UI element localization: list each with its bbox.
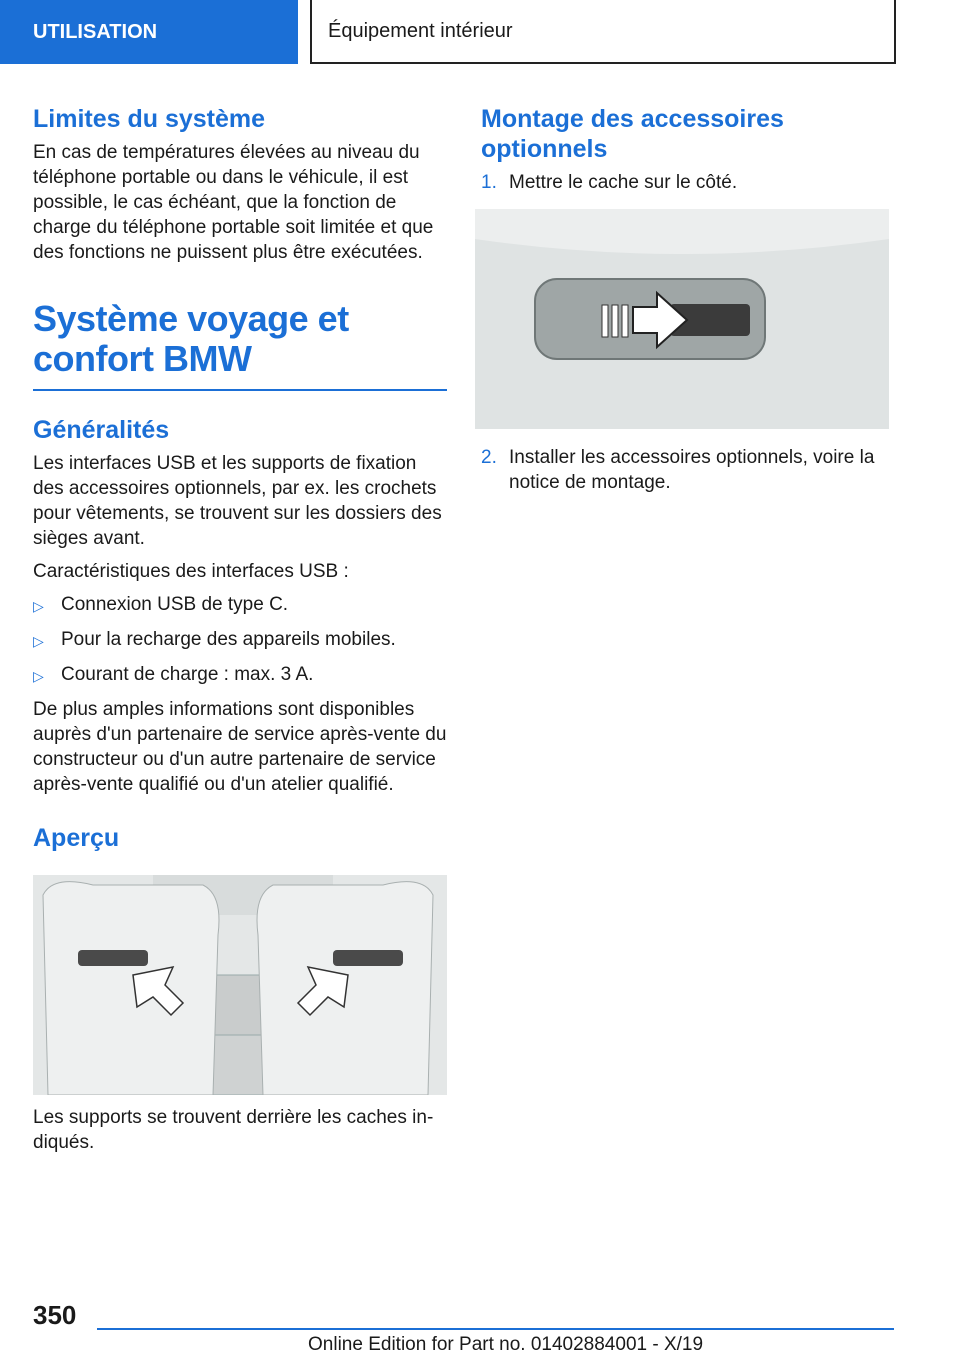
section-label: UTILISATION — [33, 20, 158, 43]
limits-text: En cas de températures élevées au niveau du téléphone portable ou dans le véhicule, il est possible, le cas échéant, que la fonction de charge du téléphone portable soit limitée et que des fonctions ne puissent plus être exécutées. — [33, 142, 434, 263]
cover-illustration — [475, 209, 889, 429]
section-tab[interactable] — [0, 0, 298, 64]
triangle-bullet-icon: ▷ — [33, 633, 44, 649]
list-item: ▷ Connexion USB de type C. — [33, 592, 447, 619]
right-column — [481, 104, 891, 503]
overview-caption: Les supports se trouvent derrière les caches indiqués. — [33, 1107, 434, 1153]
step-item: 1. Mettre le cache sur le côté. — [481, 172, 738, 193]
main-heading: Système voyage et confort BMW — [33, 298, 349, 379]
steps-list-2 — [481, 445, 891, 495]
general-heading: Généralités — [33, 416, 170, 444]
limits-heading: Limites du système — [33, 105, 266, 133]
footer-rule — [97, 1328, 894, 1330]
left-column — [33, 104, 447, 1163]
mount-heading: Montage des accessoires optionnels — [481, 105, 784, 163]
steps-list — [481, 170, 891, 195]
general-text: Les interfaces USB et les supports de fixation des accessoires optionnels, par ex. les crochets pour vêtements, se trouvent sur les dossiers des sièges avant. — [33, 453, 442, 549]
list-item: ▷ Pour la recharge des appareils mobiles. — [33, 627, 447, 654]
triangle-bullet-icon: ▷ — [33, 598, 44, 614]
edition-text: Online Edition for Part no. 01402884001 - X/19 — [308, 1334, 704, 1355]
list-item: ▷ Courant de charge : max. 3 A. — [33, 662, 447, 689]
chapter-title: Équipement intérieur — [328, 19, 513, 42]
page-number: 350 — [33, 1300, 77, 1330]
chapter-title-bar — [310, 0, 896, 64]
usb-intro: Caractéristiques des interfaces USB : — [33, 561, 349, 582]
triangle-bullet-icon: ▷ — [33, 668, 44, 684]
step-item: 2. Installer les accessoires optionnels, voire la notice de montage. — [481, 447, 875, 493]
seat-backs-illustration — [33, 875, 447, 1095]
overview-heading: Aperçu — [33, 824, 120, 852]
more-info-text: De plus amples informations sont disponibles auprès d'un partenaire de service après-vente du constructeur ou d'un autre partenaire de service après-vente qualifié ou d'un atelier qualifié. — [33, 699, 447, 795]
usb-list — [33, 592, 447, 689]
